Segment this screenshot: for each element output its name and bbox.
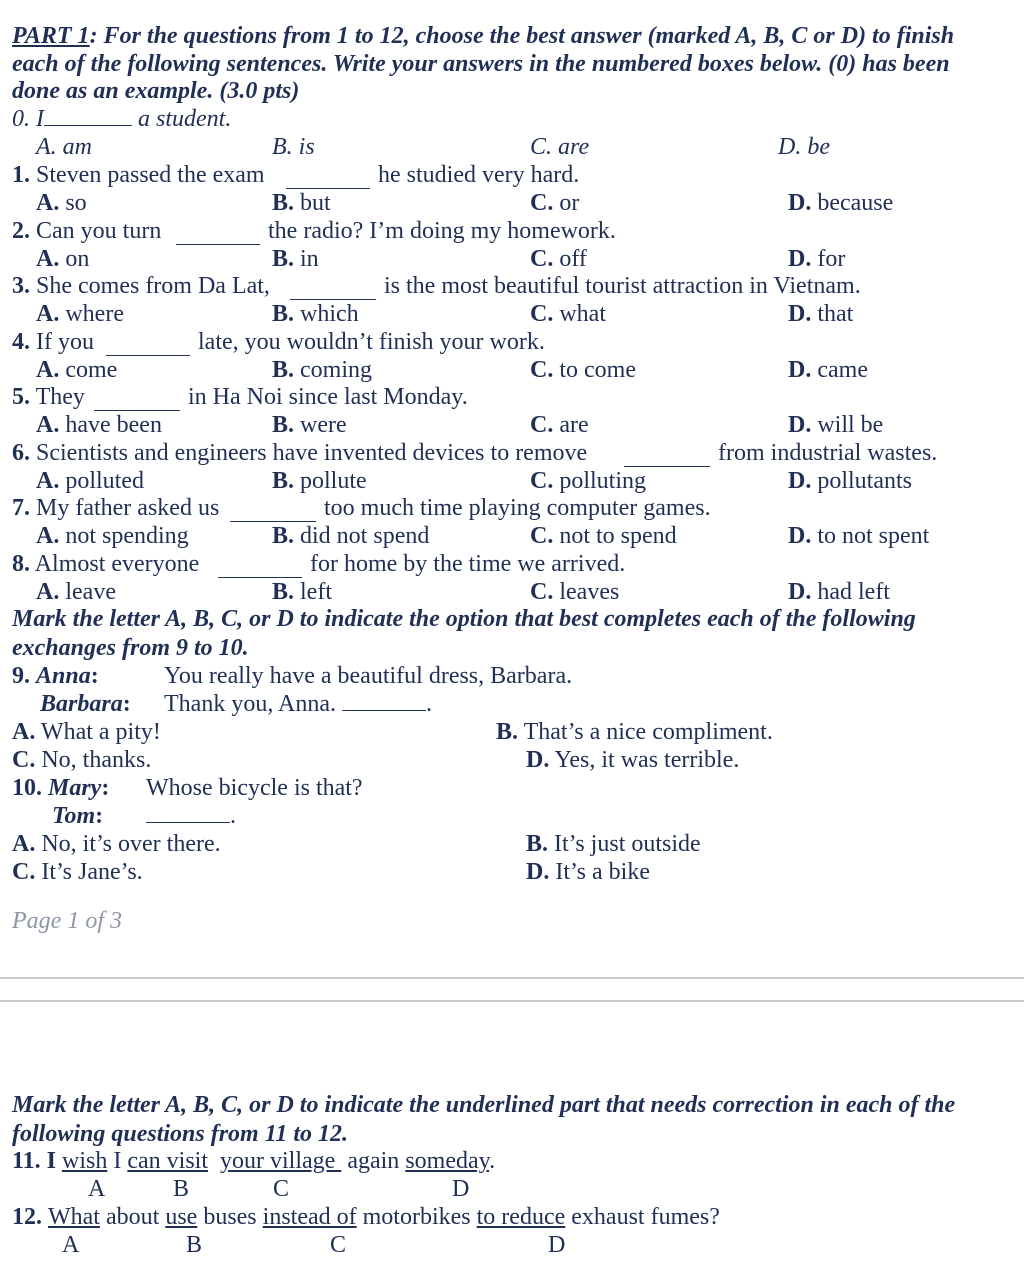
option-letter: A. xyxy=(36,301,60,327)
question-8-option-d xyxy=(788,578,890,606)
question-5-stem xyxy=(12,383,85,411)
q11-part-d: someday xyxy=(405,1148,490,1174)
option-text: which xyxy=(300,301,359,327)
question-1-option-c xyxy=(530,189,579,217)
option-letter: C. xyxy=(530,190,554,216)
question-1-option-a xyxy=(36,189,87,217)
answer-blank xyxy=(176,224,260,245)
option-text: not to spend xyxy=(559,523,677,549)
option-text: pollutants xyxy=(817,468,913,494)
question-text-before: If you xyxy=(36,329,94,355)
option-text: in xyxy=(300,246,319,272)
question-text-after: is the most beautiful tourist attraction in Vietnam. xyxy=(384,273,861,299)
question-text-before: My father asked us xyxy=(36,495,220,521)
question-number: 8. xyxy=(12,551,30,577)
q11-part-b: can visit xyxy=(127,1148,209,1174)
question-7-option-b xyxy=(272,522,429,550)
question-6-option-d xyxy=(788,467,912,495)
option-letter: D. xyxy=(526,859,550,885)
option-letter: D. xyxy=(788,468,812,494)
option-letter: C. xyxy=(530,357,554,383)
question-3-option-a xyxy=(36,300,124,328)
option-text: Yes, it was terrible. xyxy=(554,747,740,773)
q10-line-2: Tom: xyxy=(52,803,104,829)
question-4-option-c xyxy=(530,356,636,384)
q10-option-c xyxy=(12,858,143,886)
example-option-d: D. be xyxy=(778,134,830,160)
option-text: to not spent xyxy=(817,523,930,549)
option-letter: D. xyxy=(788,579,812,605)
question-text-after: the radio? I’m doing my homework. xyxy=(268,218,616,244)
question-4-option-d xyxy=(788,356,868,384)
exchange-heading-line-2: exchanges from 9 to 10. xyxy=(12,635,249,661)
option-letter: D. xyxy=(788,523,812,549)
option-letter: A. xyxy=(36,412,60,438)
question-number: 7. xyxy=(12,495,30,521)
q12-prefix: 12. xyxy=(12,1204,48,1230)
option-letter: B. xyxy=(526,831,549,857)
q10-line-2-text: . xyxy=(146,802,236,830)
part-title: PART 1 xyxy=(12,23,90,49)
question-number: 5. xyxy=(12,384,30,410)
option-letter: A. xyxy=(12,719,36,745)
q10-option-d xyxy=(526,858,650,886)
option-letter: B. xyxy=(272,468,295,494)
option-text: No, thanks. xyxy=(41,747,152,773)
q12-part-d: to reduce xyxy=(476,1204,566,1230)
q9-reply: Thank you, Anna. xyxy=(164,691,336,717)
option-letter: A. xyxy=(36,357,60,383)
q12-sentence xyxy=(12,1203,720,1231)
page-number: Page 1 of 3 xyxy=(12,908,122,934)
question-8-option-b xyxy=(272,578,332,606)
option-letter: B. xyxy=(272,190,295,216)
question-text-before: Can you turn xyxy=(36,218,162,244)
q11-part-c: your village xyxy=(220,1148,342,1174)
option-text: off xyxy=(559,246,587,272)
question-1-option-b xyxy=(272,189,331,217)
q12-text: motorbikes xyxy=(356,1204,477,1230)
question-5-option-d xyxy=(788,411,883,439)
answer-blank xyxy=(146,802,230,823)
answer-blank xyxy=(44,105,132,126)
q11-part-a: wish xyxy=(62,1148,108,1174)
q11-text: . xyxy=(489,1148,496,1174)
q9-line-2-text: Thank you, Anna. . xyxy=(164,691,432,717)
option-letter: B. xyxy=(272,246,295,272)
option-text: No, it’s over there. xyxy=(41,831,221,857)
q12-text: buses xyxy=(197,1204,263,1230)
option-letter: C. xyxy=(530,412,554,438)
option-text: leaves xyxy=(559,579,620,605)
q10-speaker-1: Mary xyxy=(48,775,102,801)
question-6-option-b xyxy=(272,467,367,495)
q12-mark-d: D xyxy=(548,1232,566,1258)
question-2-option-a xyxy=(36,245,89,273)
option-text: What a pity! xyxy=(40,719,161,745)
q10-number: 10. xyxy=(12,775,42,801)
option-text: leave xyxy=(65,579,116,605)
question-3-option-d xyxy=(788,300,853,328)
q9-line-1: 9. Anna: xyxy=(12,663,99,689)
exchange-heading-line-1: Mark the letter A, B, C, or D to indicate the option that best completes each of the following xyxy=(12,606,916,632)
example-option-c: C. are xyxy=(530,134,590,160)
option-letter: C. xyxy=(530,523,554,549)
option-letter: A. xyxy=(36,246,60,272)
question-2-option-c xyxy=(530,245,587,273)
option-letter: D. xyxy=(788,301,812,327)
q10-option-b xyxy=(526,830,701,858)
question-text-before: Steven passed the exam xyxy=(36,162,265,188)
option-text: not spending xyxy=(65,523,189,549)
q10-option-a xyxy=(12,830,221,858)
answer-blank xyxy=(624,446,710,467)
q11-text xyxy=(208,1148,220,1174)
option-letter: C. xyxy=(530,246,554,272)
option-letter: C. xyxy=(12,859,36,885)
question-number: 6. xyxy=(12,440,30,466)
q10-line-1: 10. Mary: xyxy=(12,775,110,801)
option-letter: B. xyxy=(272,523,295,549)
question-text-after: from industrial wastes. xyxy=(718,440,938,466)
example-stem xyxy=(12,105,231,133)
answer-blank xyxy=(106,335,190,356)
question-4-option-a xyxy=(36,356,117,384)
option-text: to come xyxy=(559,357,636,383)
option-letter: C. xyxy=(530,301,554,327)
part-heading-line-2: each of the following sentences. Write your answers in the numbered boxes below. (0) has been xyxy=(12,51,950,77)
option-text: coming xyxy=(300,357,373,383)
question-text-before: Scientists and engineers have invented devices to remove xyxy=(36,440,588,466)
q12-mark-b: B xyxy=(186,1232,203,1258)
question-8-option-a xyxy=(36,578,116,606)
q9-speaker-2: Barbara xyxy=(40,691,123,717)
option-text: are xyxy=(559,412,589,438)
question-3-option-b xyxy=(272,300,359,328)
option-text: came xyxy=(817,357,868,383)
option-text: were xyxy=(300,412,347,438)
answer-blank xyxy=(230,501,316,522)
q10-speaker-2: Tom xyxy=(52,803,96,829)
question-2-option-d xyxy=(788,245,845,273)
question-6-option-a xyxy=(36,467,144,495)
page-separator-top xyxy=(0,977,1024,979)
example-stem-start: 0. I xyxy=(12,106,44,132)
question-6-option-c xyxy=(530,467,646,495)
option-letter: D. xyxy=(788,412,812,438)
question-text-after: in Ha Noi since last Monday. xyxy=(188,384,468,410)
q11-mark-a: A xyxy=(88,1176,106,1202)
option-text: polluted xyxy=(65,468,144,494)
question-text-before: Almost everyone xyxy=(34,551,200,577)
question-3-option-c xyxy=(530,300,606,328)
q11-text: I xyxy=(107,1148,128,1174)
q10-line-1-text: Whose bicycle is that? xyxy=(146,775,363,801)
answer-blank xyxy=(94,390,180,411)
option-text: because xyxy=(817,190,894,216)
option-text: for xyxy=(817,246,846,272)
option-letter: D. xyxy=(526,747,550,773)
option-letter: D. xyxy=(788,190,812,216)
option-text: come xyxy=(65,357,118,383)
question-5-option-c xyxy=(530,411,589,439)
part-intro-a: : For the questions from 1 to 12, choose the best answer (marked A, B, C or D) to finish xyxy=(89,23,955,49)
question-8-option-c xyxy=(530,578,619,606)
example-stem-end: a student. xyxy=(138,106,232,132)
option-letter: B. xyxy=(272,412,295,438)
option-letter: C. xyxy=(530,468,554,494)
q11-sentence xyxy=(12,1147,495,1175)
question-text-after: for home by the time we arrived. xyxy=(310,551,626,577)
question-number: 2. xyxy=(12,218,30,244)
option-text: It’s a bike xyxy=(555,859,650,885)
q9-number: 9. xyxy=(12,663,30,689)
question-4-stem xyxy=(12,328,94,356)
example-option-a: A. am xyxy=(36,134,92,160)
page-separator-bottom xyxy=(0,1000,1024,1002)
option-letter: C. xyxy=(12,747,36,773)
correction-heading-line-1: Mark the letter A, B, C, or D to indicate the underlined part that needs correction in each of the xyxy=(12,1092,956,1118)
question-4-option-b xyxy=(272,356,372,384)
option-text: It’s Jane’s. xyxy=(41,859,143,885)
question-2-option-b xyxy=(272,245,319,273)
part-heading-line-1 xyxy=(12,22,954,50)
question-text-after: he studied very hard. xyxy=(378,162,580,188)
q12-part-b: use xyxy=(165,1204,198,1230)
answer-blank xyxy=(218,557,302,578)
option-letter: A. xyxy=(36,523,60,549)
q9-option-a xyxy=(12,718,161,746)
part-heading-line-3: done as an example. (3.0 pts) xyxy=(12,78,300,104)
option-text: will be xyxy=(817,412,884,438)
q12-text: about xyxy=(99,1204,166,1230)
q9-line-1-text: You really have a beautiful dress, Barbara. xyxy=(164,663,573,689)
option-text: so xyxy=(65,190,87,216)
question-number: 4. xyxy=(12,329,30,355)
answer-blank xyxy=(290,279,376,300)
option-letter: B. xyxy=(272,301,295,327)
option-letter: B. xyxy=(272,579,295,605)
q12-mark-a: A xyxy=(62,1232,80,1258)
option-text: or xyxy=(559,190,580,216)
question-text-after: too much time playing computer games. xyxy=(324,495,711,521)
correction-heading-line-2: following questions from 11 to 12. xyxy=(12,1121,349,1147)
option-text: left xyxy=(300,579,332,605)
option-letter: A. xyxy=(36,190,60,216)
question-7-option-a xyxy=(36,522,189,550)
q9-option-d xyxy=(526,746,739,774)
option-letter: A. xyxy=(36,579,60,605)
question-7-option-d xyxy=(788,522,929,550)
question-7-option-c xyxy=(530,522,677,550)
option-text: did not spend xyxy=(300,523,430,549)
question-5-option-b xyxy=(272,411,347,439)
question-2-stem xyxy=(12,217,161,245)
option-text: that xyxy=(817,301,854,327)
question-7-stem xyxy=(12,494,219,522)
question-text-after: late, you wouldn’t finish your work. xyxy=(198,329,545,355)
option-text: polluting xyxy=(559,468,647,494)
option-text: where xyxy=(65,301,124,327)
q12-part-a: What xyxy=(48,1204,100,1230)
question-text-before: She comes from Da Lat, xyxy=(36,273,270,299)
option-text: had left xyxy=(817,579,890,605)
q12-text: exhaust fumes? xyxy=(565,1204,720,1230)
q12-part-c: instead of xyxy=(262,1204,357,1230)
q9-option-b xyxy=(496,718,773,746)
option-text: pollute xyxy=(300,468,367,494)
q11-mark-c: C xyxy=(273,1176,290,1202)
q12-mark-c: C xyxy=(330,1232,347,1258)
q9-option-c xyxy=(12,746,151,774)
option-text: That’s a nice compliment. xyxy=(523,719,773,745)
example-option-b: B. is xyxy=(272,134,315,160)
question-1-stem xyxy=(12,161,265,189)
option-text: have been xyxy=(65,412,162,438)
question-text-before: They xyxy=(35,384,85,410)
question-number: 3. xyxy=(12,273,30,299)
answer-blank xyxy=(342,690,426,711)
q11-text: again xyxy=(341,1148,406,1174)
question-1-option-d xyxy=(788,189,893,217)
q9-speaker-1: Anna xyxy=(36,663,91,689)
option-text: what xyxy=(559,301,606,327)
question-6-stem xyxy=(12,439,587,467)
option-letter: D. xyxy=(788,246,812,272)
option-letter: A. xyxy=(12,831,36,857)
q9-line-2: Barbara: xyxy=(40,691,131,717)
option-letter: A. xyxy=(36,468,60,494)
option-letter: B. xyxy=(496,719,519,745)
answer-blank xyxy=(286,168,370,189)
option-text: on xyxy=(65,246,90,272)
question-3-stem xyxy=(12,272,270,300)
question-5-option-a xyxy=(36,411,162,439)
option-letter: B. xyxy=(272,357,295,383)
option-letter: C. xyxy=(530,579,554,605)
q11-prefix: 11. I xyxy=(12,1148,63,1174)
q11-mark-b: B xyxy=(173,1176,190,1202)
question-8-stem xyxy=(12,550,199,578)
q11-mark-d: D xyxy=(452,1176,470,1202)
question-number: 1. xyxy=(12,162,30,188)
option-letter: D. xyxy=(788,357,812,383)
option-text: but xyxy=(300,190,331,216)
option-text: It’s just outside xyxy=(554,831,701,857)
